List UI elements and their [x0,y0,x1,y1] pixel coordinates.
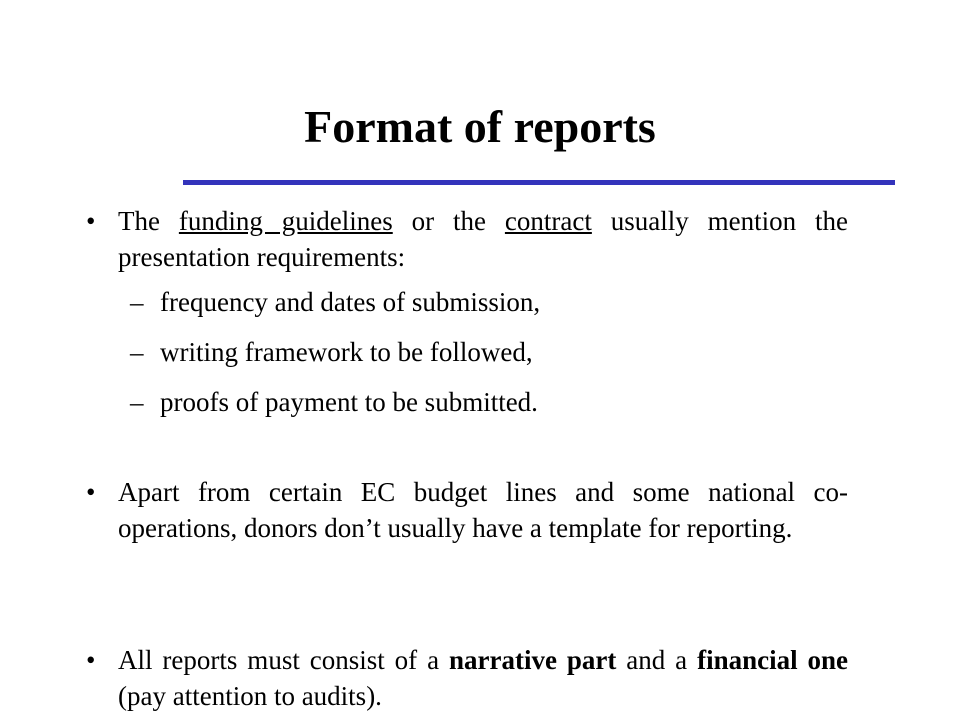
bullet-text: and a [616,645,698,675]
bullet-marker: • [86,477,96,507]
bullet-report-parts [86,642,849,714]
funding-guidelines-underlined: funding guidelines [178,206,393,236]
sub-item [130,334,860,370]
sub-item [130,284,860,320]
sub-item-text: writing framework to be followed, [160,337,533,367]
bullet-presentation-requirements [86,203,848,275]
sub-item [130,384,860,420]
bullet-text: All reports must consist of a [118,645,449,675]
bullet-text: usually mention the presentation requirements: [118,206,848,272]
dash-marker: – [130,287,144,317]
title-underline-rule [183,180,895,185]
dash-marker: – [130,337,144,367]
financial-one-bold: financial one [697,645,849,675]
narrative-part-bold: narrative part [448,645,617,675]
dash-marker: – [130,387,144,417]
bullet-text: The [118,206,179,236]
bullet-text: (pay attention to audits). [118,681,382,711]
bullet-text: Apart from certain EC budget lines and some national co-operations, donors don’t usually have a template for reporting. [118,477,848,543]
slide-title: Format of reports [304,101,656,152]
sub-item-text: proofs of payment to be submitted. [160,387,538,417]
bullet-marker: • [86,645,96,675]
contract-underlined: contract [504,206,592,236]
sub-item-text: frequency and dates of submission, [160,287,541,317]
bullet-marker: • [86,206,96,236]
bullet-template-note [86,474,848,546]
bullet-text: or the [392,206,505,236]
